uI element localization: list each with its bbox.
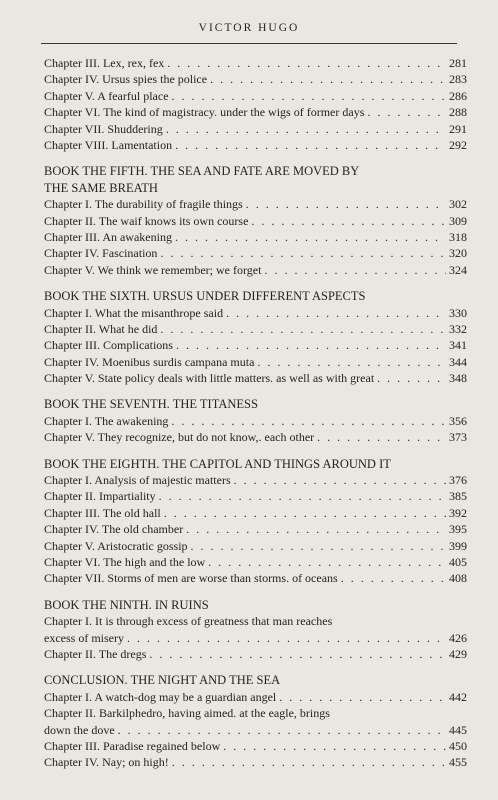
chapter-title: Chapter IV. Fascination — [44, 246, 158, 261]
chapter-title: Chapter II. Impartiality — [44, 489, 156, 504]
dot-leader — [172, 754, 446, 770]
toc-entry — [44, 538, 467, 554]
chapter-title: Chapter IV. The old chamber — [44, 522, 184, 537]
dot-leader — [377, 370, 446, 386]
toc-entry — [44, 55, 467, 71]
chapter-list-fifth — [44, 196, 467, 278]
page-number: 442 — [449, 689, 467, 704]
dot-leader — [171, 413, 446, 429]
dot-leader — [191, 538, 446, 554]
toc-entry — [44, 521, 467, 537]
toc-entry — [44, 305, 467, 321]
chapter-title: Chapter V. Aristocratic gossip — [44, 538, 188, 553]
book-heading-eighth: BOOK THE EIGHTH. THE CAPITOL AND THINGS AROUND IT — [44, 456, 391, 471]
toc-entry — [44, 472, 467, 488]
toc-entry — [44, 137, 467, 153]
toc-entry — [44, 754, 467, 770]
toc-entry — [44, 104, 467, 120]
chapter-title: Chapter I. Analysis of majestic matters — [44, 473, 231, 488]
chapter-title: Chapter III. Lex, rex, fex — [44, 56, 165, 70]
chapter-title: Chapter III. The old hall — [44, 505, 161, 520]
book-heading-fifth — [44, 163, 467, 196]
dot-leader — [149, 646, 446, 662]
toc-entry — [44, 429, 467, 445]
page-number: 320 — [449, 246, 467, 261]
dot-leader — [279, 689, 446, 705]
chapter-title: excess of misery — [44, 630, 124, 645]
chapter-title: down the dove — [44, 722, 115, 737]
toc-entry — [44, 262, 467, 278]
chapter-title: Chapter VI. The high and the low — [44, 555, 206, 570]
chapter-title: Chapter II. What he did — [44, 321, 158, 336]
toc-entry — [44, 354, 467, 370]
dot-leader — [210, 71, 446, 87]
chapter-title: Chapter I. A watch-dog may be a guardian angel — [44, 689, 277, 704]
chapter-title: Chapter V. State policy deals with little matters. as well as with great — [44, 371, 375, 386]
running-header: VICTOR HUGO — [198, 22, 300, 34]
chapter-title: Chapter III. Paradise regained below — [44, 738, 221, 753]
chapter-title: Chapter V. A fearful place — [44, 88, 169, 103]
toc-entry — [44, 370, 467, 386]
dot-leader — [341, 570, 446, 586]
page-number: 450 — [449, 738, 467, 753]
toc-entry — [44, 738, 467, 754]
chapter-title-line: Chapter II. Barkilphedro, having aimed. at the eagle, brings — [44, 706, 330, 721]
chapter-list-seventh — [44, 413, 467, 446]
chapter-title: Chapter II. The waif knows its own course — [44, 213, 249, 228]
toc-entry — [44, 630, 467, 646]
page-number: 291 — [449, 121, 467, 136]
dot-leader — [127, 630, 446, 646]
toc-entry — [44, 88, 467, 104]
toc-entry — [44, 554, 467, 570]
page-number: 426 — [449, 630, 467, 645]
dot-leader — [160, 321, 446, 337]
header-rule — [41, 43, 457, 44]
page-number: 399 — [449, 538, 467, 553]
toc-entry — [44, 337, 467, 353]
toc-entry — [44, 413, 467, 429]
book-heading-conclusion: CONCLUSION. THE NIGHT AND THE SEA — [44, 673, 281, 688]
page-number: 356 — [449, 413, 467, 428]
page-number: 330 — [449, 305, 467, 320]
book-heading-ninth: BOOK THE NINTH. IN RUINS — [44, 597, 209, 612]
chapter-list-eighth — [44, 472, 467, 587]
dot-leader — [164, 505, 446, 521]
page-number: 385 — [449, 489, 467, 504]
page-number: 288 — [449, 105, 467, 120]
dot-leader — [175, 229, 446, 245]
page-number: 392 — [449, 505, 467, 520]
toc-entry — [44, 689, 467, 705]
dot-leader — [234, 472, 446, 488]
chapter-title: Chapter V. They recognize, but do not know,. each other — [44, 430, 315, 445]
toc-entry — [44, 229, 467, 245]
page-number: 341 — [449, 338, 467, 353]
chapter-list-sixth — [44, 305, 467, 387]
page-number: 445 — [449, 722, 467, 737]
book-heading-line: BOOK THE FIFTH. THE SEA AND FATE ARE MOVED BY — [44, 164, 360, 179]
dot-leader — [175, 137, 446, 153]
page-number: 286 — [449, 88, 467, 103]
page-number: 283 — [449, 72, 467, 87]
toc-entry — [44, 488, 467, 504]
page-number: 309 — [449, 213, 467, 228]
page-number: 395 — [449, 522, 467, 537]
chapter-title: Chapter II. The dregs — [44, 646, 147, 661]
dot-leader — [186, 521, 446, 537]
page-number: 302 — [449, 197, 467, 212]
page-number: 348 — [449, 371, 467, 386]
page-number: 376 — [449, 473, 467, 488]
table-of-contents — [44, 55, 467, 771]
chapter-title: Chapter V. We think we remember; we forget — [44, 262, 262, 277]
page-number: 332 — [449, 321, 467, 336]
dot-leader — [317, 429, 446, 445]
toc-entry — [44, 213, 467, 229]
dot-leader — [251, 213, 446, 229]
dot-leader — [167, 55, 446, 71]
page-number: 281 — [449, 56, 467, 70]
book-heading-seventh: BOOK THE SEVENTH. THE TITANESS — [44, 397, 258, 412]
toc-entry — [44, 722, 467, 738]
dot-leader — [172, 88, 446, 104]
dot-leader — [246, 196, 446, 212]
page-number: 324 — [449, 262, 467, 277]
page-number: 373 — [449, 430, 467, 445]
dot-leader — [226, 305, 446, 321]
dot-leader — [118, 722, 446, 738]
chapter-list-ninth — [44, 646, 467, 662]
dot-leader — [176, 337, 446, 353]
toc-entry — [44, 196, 467, 212]
chapter-title: Chapter VII. Shuddering — [44, 121, 163, 136]
chapter-title: Chapter III. An awakening — [44, 229, 172, 244]
chapter-title: Chapter III. Complications — [44, 338, 173, 353]
page-number: 292 — [449, 137, 467, 152]
toc-entry — [44, 646, 467, 662]
page-number: 408 — [449, 571, 467, 586]
page-number: 344 — [449, 354, 467, 369]
chapter-list-conclusion — [44, 738, 467, 771]
continued-chapter-list — [44, 55, 467, 153]
chapter-title: Chapter VIII. Lamentation — [44, 137, 173, 152]
page-number: 318 — [449, 229, 467, 244]
page-number: 429 — [449, 646, 467, 661]
toc-entry — [44, 121, 467, 137]
dot-leader — [223, 738, 446, 754]
book-heading-line: THE SAME BREATH — [44, 180, 158, 195]
book-heading-sixth: BOOK THE SIXTH. URSUS UNDER DIFFERENT ASPECTS — [44, 289, 366, 304]
page-number: 455 — [449, 755, 467, 770]
chapter-title-line: Chapter I. It is through excess of greatness that man reaches — [44, 614, 333, 629]
toc-entry — [44, 570, 467, 586]
chapter-title: Chapter VI. The kind of magistracy. under the wigs of former days — [44, 105, 365, 120]
dot-leader — [367, 104, 446, 120]
toc-entry — [44, 505, 467, 521]
toc-entry — [44, 321, 467, 337]
dot-leader — [160, 245, 446, 261]
chapter-title: Chapter IV. Moenibus surdis campana muta — [44, 354, 255, 369]
toc-entry — [44, 71, 467, 87]
chapter-title: Chapter IV. Nay; on high! — [44, 755, 169, 770]
dot-leader — [159, 488, 446, 504]
chapter-title: Chapter I. What the misanthrope said — [44, 305, 224, 320]
dot-leader — [208, 554, 446, 570]
chapter-title: Chapter IV. Ursus spies the police — [44, 72, 208, 87]
dot-leader — [264, 262, 446, 278]
page-number: 405 — [449, 555, 467, 570]
chapter-title: Chapter I. The durability of fragile things — [44, 197, 243, 212]
toc-entry — [44, 245, 467, 261]
dot-leader — [257, 354, 446, 370]
chapter-title: Chapter I. The awakening — [44, 413, 169, 428]
chapter-title: Chapter VII. Storms of men are worse than storms. of oceans — [44, 571, 338, 586]
dot-leader — [166, 121, 446, 137]
